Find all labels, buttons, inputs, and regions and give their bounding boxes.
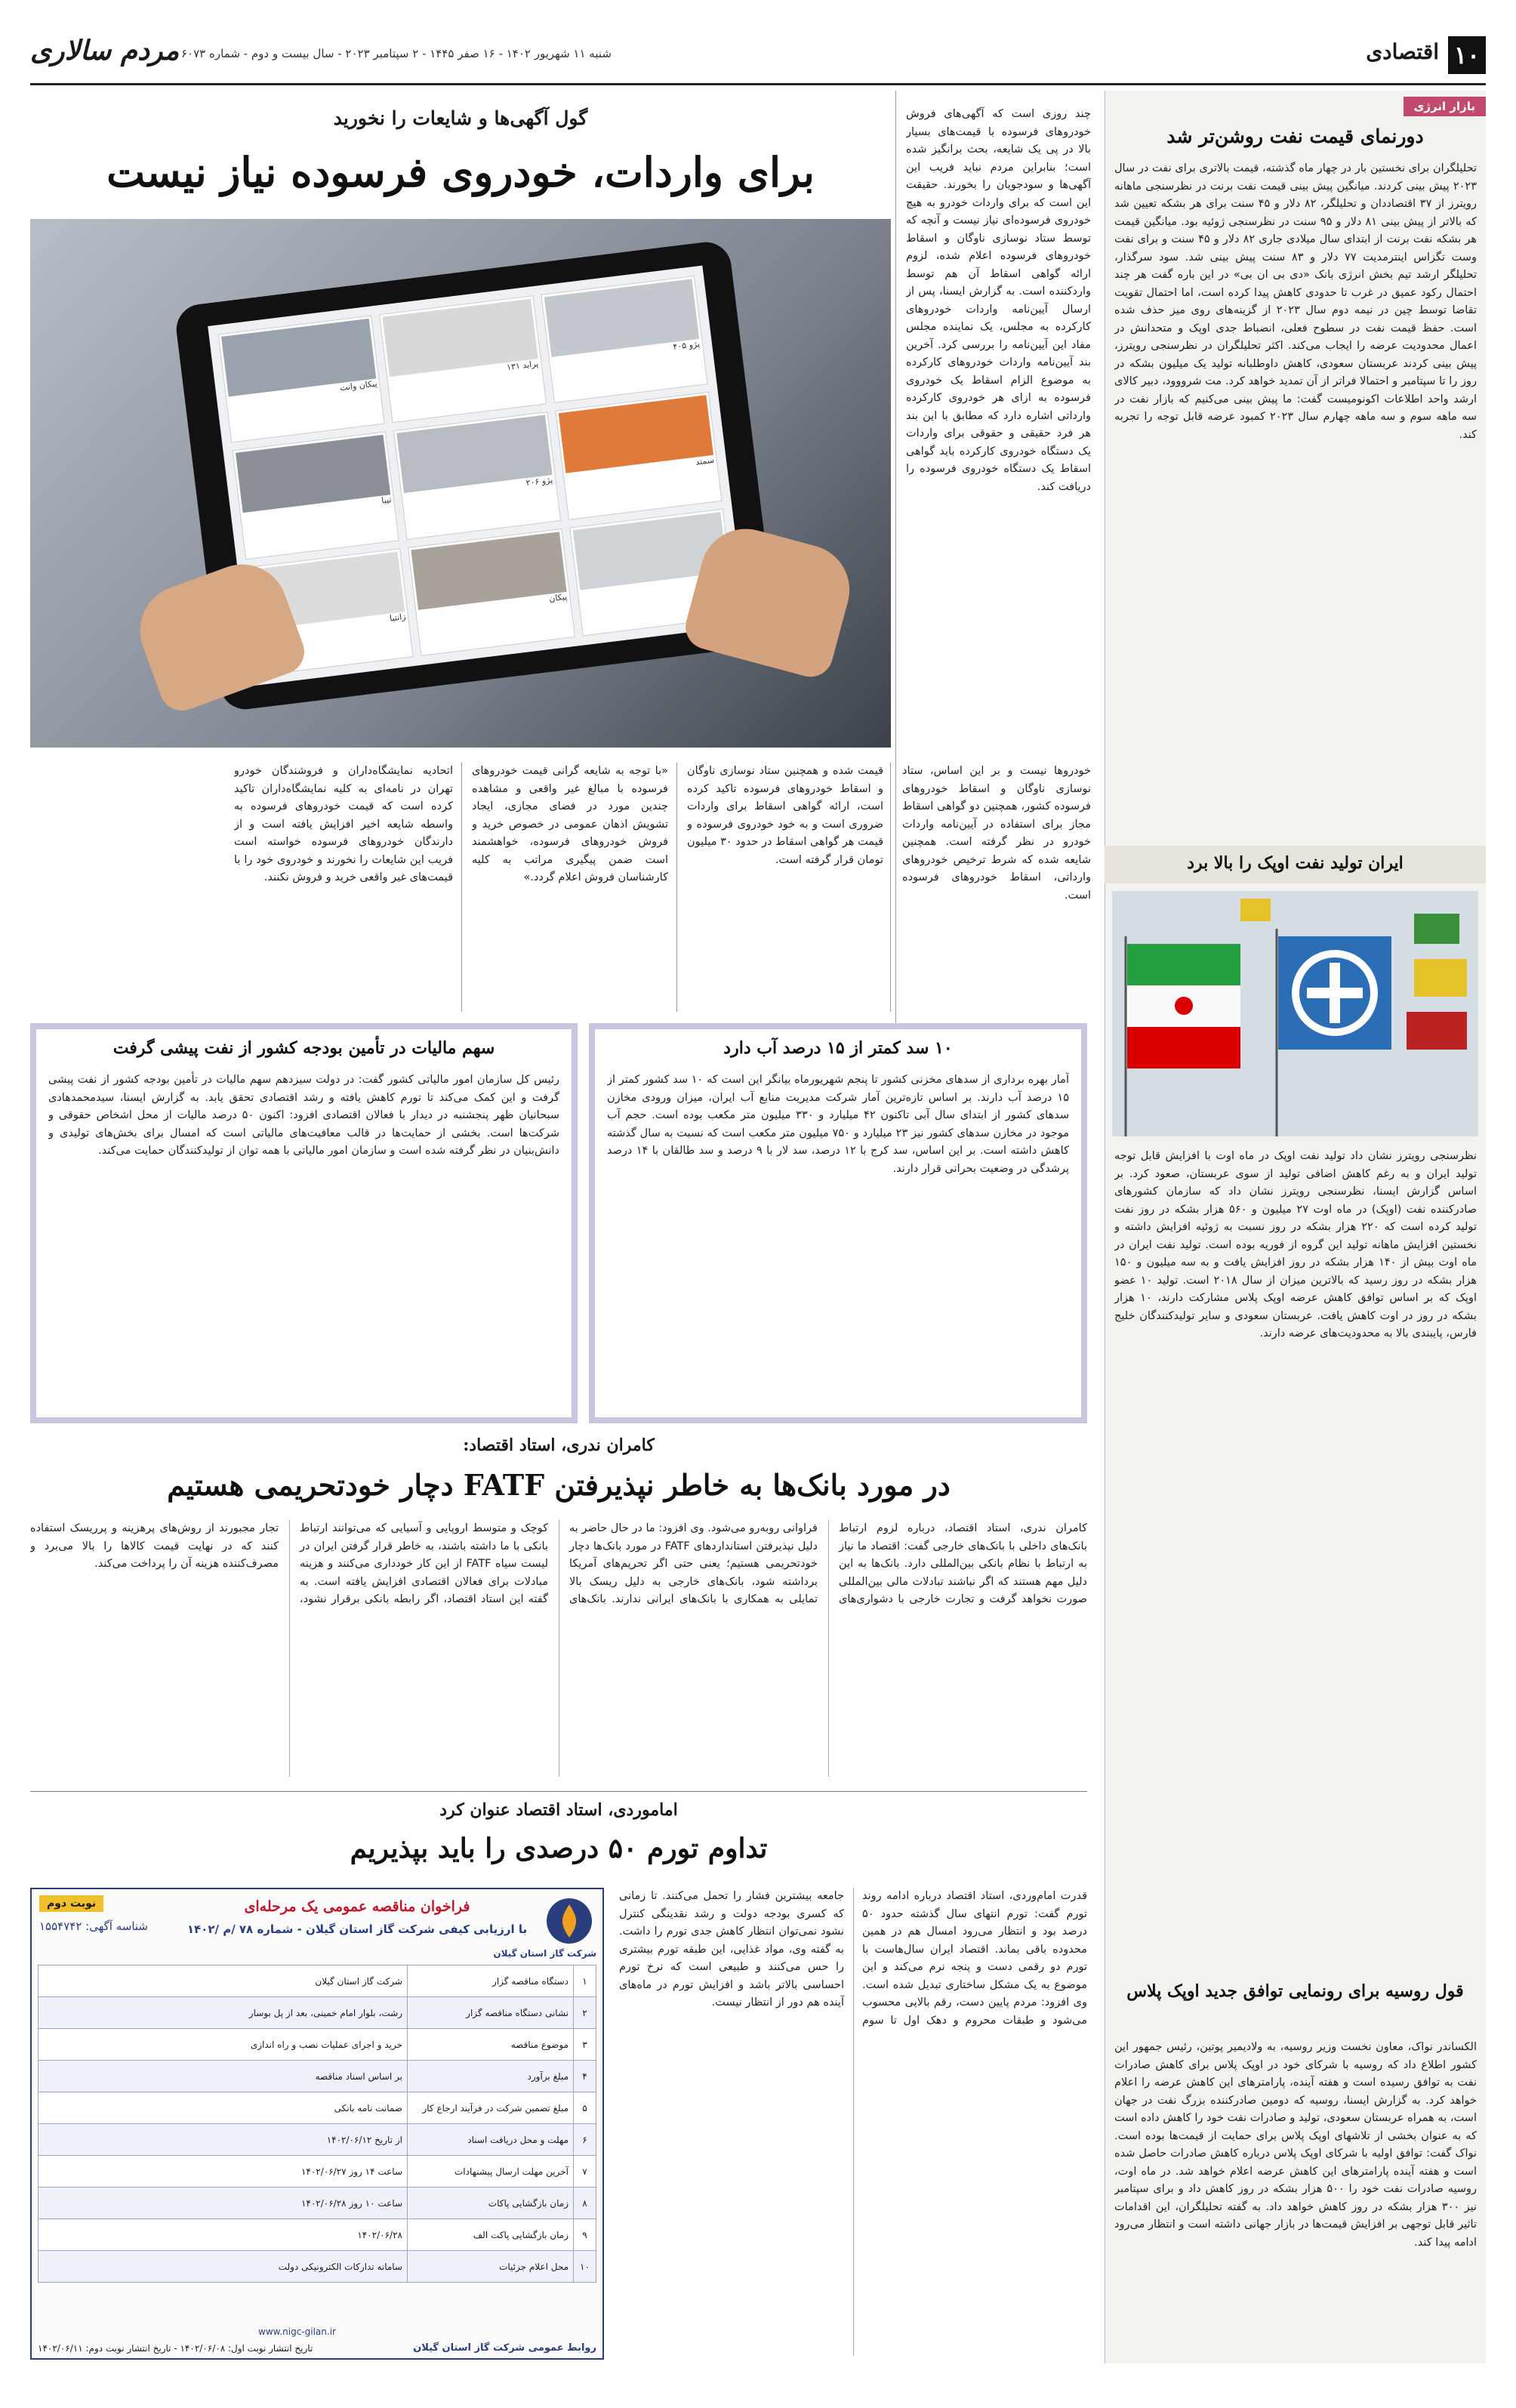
fatf-headline: در مورد بانک‌ها به خاطر نپذیرفتن FATF دچار خودتحریمی هستیم	[167, 1468, 951, 1502]
tender-ad-id: شناسه آگهی: ۱۵۵۴۷۴۲	[39, 1919, 148, 1933]
row-number: ۶	[574, 2124, 596, 2156]
lead-story	[30, 91, 1091, 1027]
iran-flag-icon	[1127, 944, 1240, 1068]
row-label: دستگاه مناقصه گزار	[408, 1966, 574, 1997]
newspaper-logo: مردم سالاری	[30, 35, 180, 66]
fatf-body: کامران ندری، استاد اقتصاد، درباره لزوم ارتباط بانک‌های داخلی با بانک‌های خارجی گفت: اقتصاد ما نیاز به ارتباط با نظام بانکی بین‌المللی دارد. بانک‌ها به این دلیل مهم هستند که اگر نباشند تبادلات مالی بین‌المللی صورت نخواهد گرفت و تجارت خارجی با دشواری‌های فراوانی روبه‌رو می‌شود. وی افزود: ما در حال حاضر به دلیل نپذیرفتن استانداردهای FATF در مورد بانک‌ها دچار خودتحریمی هستیم؛ یعنی حتی اگر تحریم‌های آمریکا برداشته شود، بانک‌های خارجی به دلیل ریسک بالا تمایلی به همکاری با بانک‌های ایرانی ندارند. بانک‌های کوچک و متوسط اروپایی و آسیایی که می‌توانند ارتباط بانکی با ما داشته باشند، به خاطر قرار گرفتن ایران در لیست سیاه FATF از این کار خودداری می‌کنند و هزینه مبادلات برای فعالان اقتصادی افزایش یافته است. به گفته این استاد اقتصاد، اگر رابطه بانکی برقرار نشود، تجار مجبورند از روش‌های پرهزینه و پرریسک استفاده کنند که در نهایت قیمت کالاها را بالا می‌برد و مصرف‌کننده هزینه آن را پرداخت می‌کند.	[30, 1522, 1087, 1605]
tender-table-row	[39, 1997, 596, 2029]
row-number: ۷	[574, 2156, 596, 2188]
tender-table-row	[39, 2219, 596, 2251]
row-value: بر اساس اسناد مناقصه	[39, 2061, 408, 2092]
inflation-kicker: اماموردی، استاد اقتصاد عنوان کرد	[439, 1800, 678, 1820]
lead-column-right: چند روزی است که آگهی‌های فروش خودروهای فرسوده با قیمت‌های بسیار بالا در پی یک شایعه، بحث برانگیز شده است؛ بنابراین مردم نباید فریب این آگهی‌ها و سودجویان را بخورند. حقیقت این است که برای واردات خودرو به هیچ خودروی فرسوده‌ای نیاز نیست و آنچه که توسط ستاد نوسازی ناوگان و اسقاط خودروهای فرسوده اعلام شده، لزوم ارائه گواهی اسقاط آن هم توسط واردکننده است. به گزارش ایسنا، پس از ارسال آیین‌نامه واردات خودروهای کارکرده به مجلس، یک نماینده مجلس مفاد این آیین‌نامه را بررسی کرد. آخرین بند آیین‌نامه واردات خودروهای کارکرده به موضوع الزام اسقاط یک خودروی فرسوده به ازای هر خودروی کارکرده وارداتی اشاره دارد که مطابق با این بند هر فرد حقیقی و حقوقی برای واردات یک دستگاه خودروی کارکرده باید گواهی اسقاط یک دستگاه خودروی فرسوده را دریافت کند.	[906, 108, 1091, 493]
car-ad-card[interactable]: پژو ۴۰۵	[541, 276, 708, 403]
story3-body: الکساندر نواک، معاون نخست وزیر روسیه، به ولادیمیر پوتین، رئیس جمهور این کشور اطلاع داد که روسیه با شرکای خود در اوپک پلاس برای کاهش صادرات نفت به توافق رسیده است و هفته آینده، پارامترهای این کاهش عرضه را اعلام خواهد کرد. به گزارش ایسنا، روسیه که دومین صادرکننده بزرگ نفت در جهان است، به همراه عربستان سعودی، تولید و صادرات نفت خود را کاهش داده است که به عنوان بخشی از تلاشهای اوپک پلاس برای حمایت از قیمت‌ها بوده است. نواک گفت: توافق اولیه با شرکای اوپک پلاس درباره کاهش صادرات حاصل شده است و هفته آینده پارامترهای این کاهش عرضه اعلام خواهد شد. در ماه اوت، روسیه صادرات نفت خود را ۵۰۰ هزار بشکه در روز کاهش داد و برای سپتامبر نیز ۳۰۰ هزار بشکه در روز کاهش خواهد داد. به گفته تحلیلگران، این اقدامات تاثیر قابل توجهی بر افزایش قیمت‌ها در بازار جهانی داشته است و انتظار می‌رود ادامه پیدا کند.	[1114, 2041, 1477, 2249]
masthead	[30, 30, 1486, 83]
row-label: زمان بازگشایی پاکات	[408, 2188, 574, 2219]
row-label: موضوع مناقصه	[408, 2029, 574, 2061]
story2-title: ایران تولید نفت اوپک را بالا برد	[1187, 853, 1404, 873]
row-number: ۲	[574, 1997, 596, 2029]
story1-title: دورنمای قیمت نفت روشن‌تر شد	[1166, 125, 1424, 147]
box-tax-title: سهم مالیات در تأمین بودجه کشور از نفت پیشی گرفت	[112, 1038, 495, 1058]
car-ad-card[interactable]: پراید ۱۳۱	[379, 295, 547, 423]
car-ad-card[interactable]: پیکان	[408, 529, 575, 656]
row-label: مهلت و محل دریافت اسناد	[408, 2124, 574, 2156]
box-dams-title: ۱۰ سد کمتر از ۱۵ درصد آب دارد	[723, 1038, 953, 1058]
row-value: از تاریخ ۱۴۰۲/۰۶/۱۲	[39, 2124, 408, 2156]
tablet-photo	[30, 219, 891, 748]
tender-table-row	[39, 1966, 596, 1997]
inflation-headline: تداوم تورم ۵۰ درصدی را باید بپذیریم	[350, 1833, 768, 1864]
tender-title: فراخوان مناقصه عمومی یک مرحله‌ای	[244, 1898, 470, 1915]
tender-subtitle: با ارزیابی کیفی شرکت گاز استان گیلان - شماره ۷۸ /م /۱۴۰۲	[186, 1922, 528, 1936]
page-number-badge: ۱۰	[1448, 36, 1486, 74]
row-label: مبلغ برآورد	[408, 2061, 574, 2092]
row-number: ۱۰	[574, 2251, 596, 2283]
lead-column-c: «با توجه به شایعه گرانی قیمت خودروهای فرسوده با مبالغ غیر واقعی و مشاهده چندین مورد در فضای مجازی، ایجاد تشویش اذهان عمومی در خصوص خرید و فروش خودروهای فرسوده، خواهشمند است ضمن پیگیری مراتب به کلیه کارشناسان فروش اعلام گردد.»	[472, 765, 668, 883]
row-label: نشانی دستگاه مناقصه گزار	[408, 1997, 574, 2029]
box-tax	[30, 1023, 578, 1423]
row-value: خرید و اجرای عملیات نصب و راه اندازی	[39, 2029, 408, 2061]
tender-company: شرکت گاز استان گیلان	[493, 1948, 596, 1959]
row-number: ۱	[574, 1966, 596, 1997]
dateline: شنبه ۱۱ شهریور ۱۴۰۲ - ۱۶ صفر ۱۴۴۵ - ۲ سپتامبر ۲۰۲۳ - سال بیست و دوم - شماره ۶۰۷۳	[181, 47, 612, 60]
lead-column-a: خودروها نیست و بر این اساس، ستاد نوسازی ناوگان و اسقاط خودروهای فرسوده کشور، همچنین دو گواهی اسقاط مجاز برای استفاده در آیین‌نامه واردات خودرو در نظر گرفته است. همچنین شایعه شده که شرط ترخیص خودروهای وارداتی، اسقاط خودروهای فرسوده است.	[902, 765, 1091, 902]
car-ad-card[interactable]: زانتیا	[246, 548, 414, 676]
sidebar	[1105, 91, 1486, 2363]
row-label: مبلغ تضمین شرکت در فرآیند ارجاع کار	[408, 2092, 574, 2124]
row-number: ۴	[574, 2061, 596, 2092]
car-ad-card[interactable]: پژو ۲۰۶	[393, 412, 561, 539]
row-value: شرکت گاز استان گیلان	[39, 1966, 408, 1997]
tender-footer-left: تاریخ انتشار نوبت اول: ۱۴۰۲/۰۶/۰۸ - تاریخ انتشار نوبت دوم: ۱۴۰۲/۰۶/۱۱	[38, 2343, 313, 2354]
masthead-rule	[30, 83, 1486, 85]
row-number: ۳	[574, 2029, 596, 2061]
opec-flags-image	[1112, 891, 1478, 1136]
gas-company-logo	[545, 1897, 593, 1945]
tender-badge: نوبت دوم	[39, 1895, 103, 1912]
car-ad-card[interactable]: تیبا	[233, 432, 400, 560]
tender-table-row	[39, 2029, 596, 2061]
story1-body: تحلیلگران برای نخستین بار در چهار ماه گذشته، قیمت بالاتری برای نفت در سال ۲۰۲۳ پیش بینی کردند. میانگین پیش بینی قیمت نفت برنت در نظرسنجی ماهانه رویترز از ۳۷ اقتصاددان و تحلیلگر، ۸۲ دلار و ۴۵ سنت برای هر بشکه تعیین شد که بالاتر از پیش بینی ۸۱ دلار و ۹۵ سنت در نظرسنجی ژوئیه بود. میانگین قیمت هر بشکه نفت برنت از ابتدای سال میلادی جاری ۸۲ دلار و ۴۵ سنت و برای نفت وست تگزاس اینترمدیت ۷۷ دلار و ۸۳ سنت پیش بینی شد. سود سرگذار، تحلیلگر ارشد تیم بخش انرژی بانک «دی بی ان بی» در این باره گفت هر چند احتمال رکود عمیق در غرب تا حدودی کاهش پیدا کرده است، اما احتمال تقویت تقاضا توسط چین در نیمه دوم سال ۲۰۲۳ از گزینه‌های روی میز حذف شده است. حفظ قیمت نفت در سطوح فعلی، انضباط جدی اوپک و متحدانش در اعمال محدودیت عرضه را ایجاب می‌کند. اکثر تحلیلگران در نظرسنجی رویترز، پیش بینی کردند عربستان سعودی، کاهش داوطلبانه تولید یک میلیون بشکه در روز را تا سپتامبر و احتمالا فراتر از آن تمدید خواهد کرد. مت شرووود، دبیر کالای ارشد واحد اطلاعات اکونومیست گفت: ما پیش بینی می‌کنیم که بازار نفت در سه ماهه سوم و سه ماهه چهارم سال ۲۰۲۳ کمبود عرضه قابل توجه را تجربه کند.	[1114, 162, 1477, 441]
row-value: ۱۴۰۲/۰۶/۲۸	[39, 2219, 408, 2251]
row-label: زمان بازگشایی پاکت الف	[408, 2219, 574, 2251]
lead-headline: برای واردات، خودروی فرسوده نیاز نیست	[106, 148, 815, 196]
lead-column-d: اتحادیه نمایشگاه‌داران و فروشندگان خودرو تهران در نامه‌ای به کلیه نمایشگاه‌داران تاکید کرده است که قیمت خودروهای فرسوده به واسطه شایعه اخیر افزایش یافته است و از دارندگان خودروهای فرسوده خواسته است فریب این شایعات را نخورند و خودروی خود را با قیمت‌های غیر واقعی خرید و فروش نکنند.	[234, 765, 453, 883]
row-label: آخرین مهلت ارسال پیشنهادات	[408, 2156, 574, 2188]
sidebar-badge: بازار انرژی	[1404, 97, 1486, 116]
car-ad-card[interactable]: سمند	[555, 392, 723, 520]
tender-ad	[30, 1888, 604, 2360]
story3-title: قول روسیه برای رونمایی توافق جدید اوپک پلاس	[1126, 1981, 1464, 2001]
row-value: سامانه تدارکات الکترونیکی دولت	[39, 2251, 408, 2283]
box-dams	[589, 1023, 1087, 1423]
car-ad-card[interactable]: پیکان وانت	[218, 315, 386, 442]
tender-table-row	[39, 2124, 596, 2156]
tender-table	[38, 1965, 596, 2283]
row-value: ساعت ۱۰ روز ۱۴۰۲/۰۶/۲۸	[39, 2188, 408, 2219]
inflation-body: قدرت امام‌وردی، استاد اقتصاد درباره ادامه روند تورم گفت: تورم انتهای سال گذشته حدود ۵۰ درصد بود و انتظار می‌رود امسال هم در همین محدوده باقی بماند. اقتصاد ایران سال‌هاست با تورم دو رقمی دست و پنجه نرم می‌کند و این موضوع به یک مشکل ساختاری تبدیل شده است. وی افزود: مردم پایین دست، رقم بالایی محسوب می‌شود و طبقات محروم و دهک اول تا سوم جامعه بیشترین فشار را تحمل می‌کنند. تا زمانی که کسری بودجه دولت و رشد نقدینگی کنترل نشود نمی‌توان انتظار کاهش جدی تورم را داشت. به گفته وی، مواد غذایی، این طبقه تورم بیشتری را حس می‌کنند و طبیعی است که نرخ تورم احساسی بالاتر باشد و افزایش تورم در ماه‌های آینده هم دور از انتظار نیست.	[619, 1890, 1087, 2027]
row-number: ۸	[574, 2188, 596, 2219]
box-dams-body: آمار بهره برداری از سدهای مخزنی کشور تا پنجم شهریورماه بیانگر این است که ۱۰ سد کشور کمتر از ۱۵ درصد آب دارند. بر اساس تازه‌ترین آمار شرکت مدیریت منابع آب ایران، میزان ورودی مخازن سدهای کشور از ابتدای سال آبی تاکنون ۴۲ میلیارد و ۳۳۰ میلیون متر مکعب بوده است. حجم آب موجود در مخازن سدهای کشور نیز ۲۳ میلیارد و ۷۵۰ میلیون متر مکعب است که نسبت به سال گذشته کاهش داشته است. بر این اساس، سد کرج با ۱۲ درصد، سد لار با ۹ درصد و سد طالقان با ۱۴ درصد پرشدگی در وضعیت بحرانی قرار دارند.	[607, 1074, 1069, 1175]
story-fatf	[30, 1431, 1087, 1786]
opec-flag-icon	[1278, 936, 1391, 1050]
lead-column-b: قیمت شده و همچنین ستاد نوسازی ناوگان و اسقاط خودروهای فرسوده تاکید کرده است، ارائه گواهی اسقاط برای واردات ضروری است و به خود خودروی فرسوده و قیمت هر گواهی اسقاط در حدود ۳۰ میلیون تومان قرار گرفته است.	[687, 765, 883, 866]
row-value: رشت، بلوار امام خمینی، بعد از پل بوسار	[39, 1997, 408, 2029]
flags-illustration	[1112, 891, 1478, 1136]
row-value: ضمانت نامه بانکی	[39, 2092, 408, 2124]
tender-table-row	[39, 2251, 596, 2283]
flame-logo-icon	[545, 1897, 593, 1945]
tender-website[interactable]: www.nigc-gilan.ir	[258, 2326, 336, 2337]
row-label: محل اعلام جزئیات	[408, 2251, 574, 2283]
box-tax-body: رئیس کل سازمان امور مالیاتی کشور گفت: در دولت سیزدهم سهم مالیات در تأمین بودجه کشور از نفت پیشی گرفت و این کمک می‌کند تا تورم کاهش یافته و رشد اقتصادی تحقق یابد. به گزارش ایسنا، سیدمحمدهادی سبحانیان ظهر پنجشنبه در دیدار با فعالان اقتصادی افزود: اکنون ۵۰ درصد مالیات از محل اشخاص حقوقی و شرکت‌ها است. بخشی از حمایت‌ها در قالب معافیت‌های مالیاتی است که امسال برای بخش‌های تولیدی و دانش‌بنیان در نظر گرفته شده است و سازمان امور مالیاتی با همه توان از تولیدکنندگان حمایت می‌کند.	[48, 1074, 559, 1157]
row-value: ساعت ۱۴ روز ۱۴۰۲/۰۶/۲۷	[39, 2156, 408, 2188]
tender-table-row	[39, 2156, 596, 2188]
tender-table-row	[39, 2188, 596, 2219]
section-label: اقتصادی	[1366, 39, 1439, 64]
tender-table-row	[39, 2092, 596, 2124]
row-number: ۹	[574, 2219, 596, 2251]
tender-footer-right: روابط عمومی شرکت گاز استان گیلان	[413, 2342, 596, 2354]
tender-table-row	[39, 2061, 596, 2092]
lead-kicker: گول آگهی‌ها و شایعات را نخورید	[333, 107, 588, 129]
fatf-kicker: کامران ندری، استاد اقتصاد:	[463, 1435, 655, 1455]
row-number: ۵	[574, 2092, 596, 2124]
story2-body: نظرسنجی رویترز نشان داد تولید نفت اوپک در ماه اوت با افزایش قابل توجه تولید ایران و به رغم کاهش اضافی تولید از سوی عربستان، صعود کرد. بر اساس گزارش ایسنا، نظرسنجی رویترز نشان داد که سازمان کشورهای صادرکننده نفت (اوپک) در ماه اوت ۲۷ میلیون و ۵۶۰ هزار بشکه در روز نفت تولید کرده است که ۲۲۰ هزار بشکه در روز نسبت به ژوئیه افزایش داشته و نخستین افزایش ماهانه تولید این گروه از فوریه بوده است. تولید نفت ایران در ماه اوت بیش از ۱۴۰ هزار بشکه در روز افزایش یافت و به سه میلیون و ۱۵۰ هزار بشکه در روز رسید که بالاترین میزان از سال ۲۰۱۸ است. تولید ۱۰ عضو اوپک که بر اساس توافق کاهش عرضه اوپک پلاس مشارکت دارند، ۱۰ هزار بشکه در روز در اوت کاهش یافت. عربستان سعودی و سایر تولیدکنندگان خلیج فارس، پایبندی بالا به محدودیت‌های عرضه دارند.	[1114, 1150, 1477, 1340]
